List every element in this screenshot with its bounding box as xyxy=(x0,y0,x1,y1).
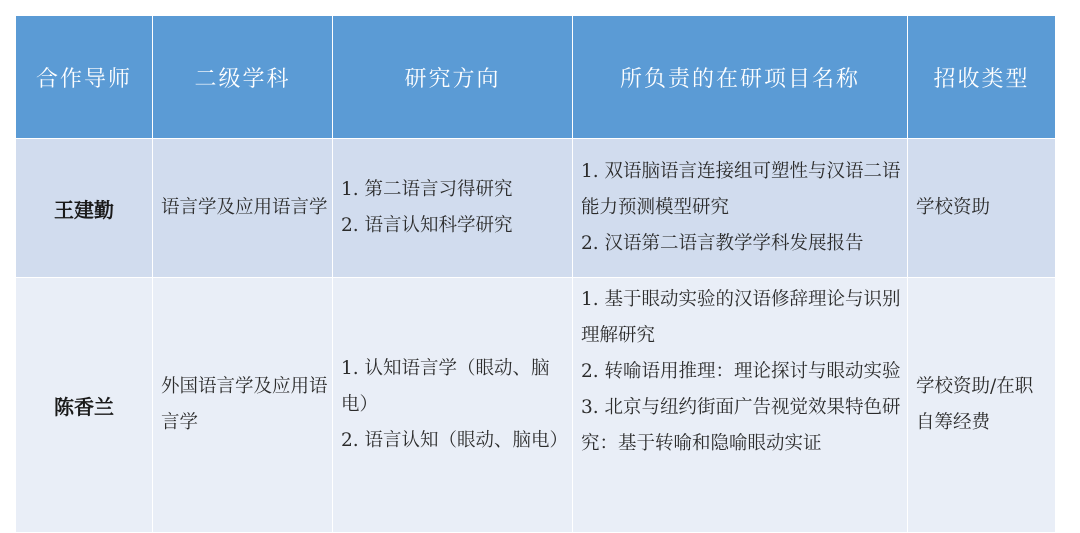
project-item: 2. 汉语第二语言教学学科发展报告 xyxy=(581,233,864,254)
header-type: 招收类型 xyxy=(908,16,1056,139)
header-projects: 所负责的在研项目名称 xyxy=(573,16,908,139)
direction-cell xyxy=(333,278,573,533)
header-supervisor: 合作导师 xyxy=(16,16,153,139)
table-row xyxy=(16,278,1056,533)
direction-cell xyxy=(333,139,573,278)
direction-item: 2. 语言认知科学研究 xyxy=(341,215,513,236)
project-item: 2. 转喻语用推理：理论探讨与眼动实验 xyxy=(581,361,901,382)
direction-item: 1. 第二语言习得研究 xyxy=(341,179,513,200)
direction-item: 2. 语言认知（眼动、脑电） xyxy=(341,430,569,451)
discipline-cell: 语言学及应用语言学 xyxy=(153,139,333,278)
project-item: 3. 北京与纽约街面广告视觉效果特色研究：基于转喻和隐喻眼动实证 xyxy=(581,397,901,454)
header-direction: 研究方向 xyxy=(333,16,573,139)
discipline-cell: 外国语言学及应用语言学 xyxy=(153,278,333,533)
supervisor-table xyxy=(15,15,1056,533)
header-discipline: 二级学科 xyxy=(153,16,333,139)
project-item: 1. 双语脑语言连接组可塑性与汉语二语能力预测模型研究 xyxy=(581,161,901,218)
project-item: 1. 基于眼动实验的汉语修辞理论与识别理解研究 xyxy=(581,289,901,346)
supervisor-name: 王建勤 xyxy=(16,139,153,278)
supervisor-name: 陈香兰 xyxy=(16,278,153,533)
table-header-row xyxy=(16,16,1056,139)
projects-cell xyxy=(573,278,908,533)
projects-cell xyxy=(573,139,908,278)
type-cell: 学校资助 xyxy=(908,139,1056,278)
table-row xyxy=(16,139,1056,278)
type-cell: 学校资助/在职自筹经费 xyxy=(908,278,1056,533)
direction-item: 1. 认知语言学（眼动、脑电） xyxy=(341,358,550,415)
